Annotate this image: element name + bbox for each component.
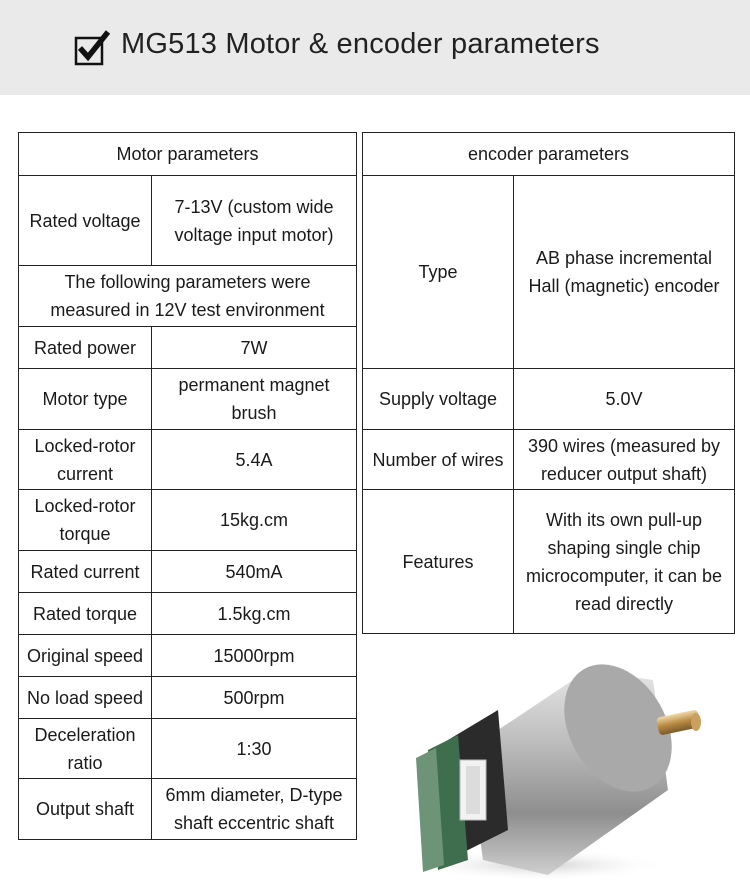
encoder-label-features: Features <box>363 490 514 634</box>
motor-value-rated-voltage: 7-13V (custom wide voltage input motor) <box>152 176 357 266</box>
motor-label: Output shaft <box>19 779 152 840</box>
encoder-parameters-table <box>362 132 735 634</box>
motor-label: Rated torque <box>19 593 152 635</box>
motor-label: Locked-rotor torque <box>19 490 152 551</box>
encoder-value-supply-voltage: 5.0V <box>514 369 735 430</box>
motor-label-rated-voltage: Rated voltage <box>19 176 152 266</box>
encoder-value-wires: 390 wires (measured by reducer output shaft) <box>514 430 735 490</box>
motor-value: 1.5kg.cm <box>152 593 357 635</box>
motor-label: Rated current <box>19 551 152 593</box>
motor-value: 6mm diameter, D-type shaft eccentric shaft <box>152 779 357 840</box>
encoder-label-wires: Number of wires <box>363 430 514 490</box>
motor-label: Original speed <box>19 635 152 677</box>
motor-parameters-table <box>18 132 357 840</box>
encoder-value-type: AB phase incremental Hall (magnetic) encoder <box>514 176 735 369</box>
motor-table-header: Motor parameters <box>19 133 357 176</box>
header-bar <box>0 0 750 95</box>
motor-value: 15000rpm <box>152 635 357 677</box>
motor-photo <box>388 640 728 890</box>
encoder-table-header: encoder parameters <box>363 133 735 176</box>
motor-value: 7W <box>152 327 357 369</box>
motor-label: No load speed <box>19 677 152 719</box>
motor-value: 15kg.cm <box>152 490 357 551</box>
motor-value: permanent magnet brush <box>152 369 357 430</box>
motor-value: 540mA <box>152 551 357 593</box>
motor-value: 500rpm <box>152 677 357 719</box>
motor-value: 5.4A <box>152 430 357 490</box>
motor-label: Deceleration ratio <box>19 719 152 779</box>
motor-value: 1:30 <box>152 719 357 779</box>
motor-label: Locked-rotor current <box>19 430 152 490</box>
page-title: MG513 Motor & encoder parameters <box>121 28 600 60</box>
checkbox-checked-icon <box>74 30 110 66</box>
encoder-label-supply-voltage: Supply voltage <box>363 369 514 430</box>
motor-test-note: The following parameters were measured in 12V test environment <box>19 266 357 327</box>
encoder-value-features: With its own pull-up shaping single chip microcomputer, it can be read directly <box>514 490 735 634</box>
motor-label: Rated power <box>19 327 152 369</box>
encoder-label-type: Type <box>363 176 514 369</box>
motor-label: Motor type <box>19 369 152 430</box>
